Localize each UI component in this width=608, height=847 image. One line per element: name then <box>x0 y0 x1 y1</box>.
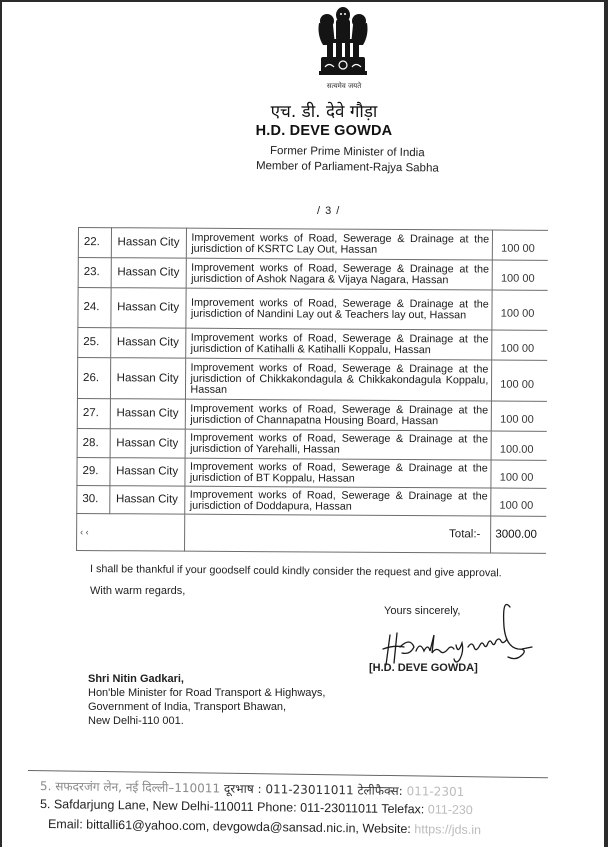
total-row-marks: ‹ ‹ <box>77 513 186 551</box>
footer-emails[interactable]: bittalli61@yahoo.com, devgowda@sansad.nic.in, <box>86 817 360 836</box>
table-row <box>77 457 547 488</box>
location: Hassan City <box>110 358 186 399</box>
footer-email-label: Email: <box>47 817 83 832</box>
footer-fax: 011-230 <box>427 802 473 818</box>
location: Hassan City <box>110 429 186 458</box>
letterhead-name-hindi: एच. डी. देवे गौड़ा <box>270 102 378 122</box>
location: Hassan City <box>111 288 187 328</box>
serial-number: 22. <box>78 228 111 258</box>
amount: 100.00 <box>491 431 546 460</box>
amount: 100 00 <box>492 360 547 401</box>
work-description: Improvement works of Road, Sewerage & Drainage at the jurisdiction of Ashok Nagara & Vijaya Nagara, Hassan <box>187 258 493 290</box>
serial-number: 26. <box>77 358 110 399</box>
handwritten-signature <box>380 597 550 667</box>
table-row <box>77 485 547 516</box>
letterhead-name-english: H.D. DEVE GOWDA <box>255 123 393 139</box>
works-table <box>76 227 548 554</box>
footer-phone-label: Phone: <box>256 800 297 815</box>
table-row <box>78 288 548 331</box>
work-description: Improvement works of Road, Sewerage & Drainage at the jurisdiction of Channapatna Housing Board, Hassan <box>186 399 492 431</box>
footer-english-line <box>40 797 473 817</box>
work-description: Improvement works of Road, Sewerage & Drainage at the jurisdiction of Doddapura, Hassan <box>185 486 491 516</box>
serial-number: 27. <box>77 398 110 428</box>
addressee-line-2: Government of India, Transport Bhawan, <box>88 701 287 713</box>
letterhead-designation-1: Former Prime Minister of India <box>269 145 425 160</box>
total-row <box>77 513 547 553</box>
work-description: Improvement works of Road, Sewerage & Drainage at the jurisdiction of KSRTC Lay Out, Hassan <box>187 228 493 260</box>
addressee-line-1: Hon'ble Minister for Road Transport & Highways, <box>88 687 326 699</box>
footer-hindi-phone-label: दूरभाष : <box>223 781 262 797</box>
footer-phone: 011-23011011 <box>300 800 379 816</box>
amount: 100 00 <box>492 290 547 330</box>
work-description: Improvement works of Road, Sewerage & Drainage at the jurisdiction of Chikkakondagula & Chikkakondagula Koppalu, Hassan <box>186 358 492 401</box>
letterhead-designation-2: Member of Parliament-Rajya Sabha <box>255 160 439 175</box>
serial-number: 25. <box>78 328 111 358</box>
emblem-motto: सत्यमेव जयते <box>326 82 362 90</box>
signatory-name: [H.D. DEVE GOWDA] <box>369 662 478 674</box>
addressee-line-3: New Delhi-110 001. <box>88 715 184 727</box>
total-label: Total:- <box>185 514 491 553</box>
request-paragraph: I shall be thankful if your goodself could kindly consider the request and give approval. <box>89 563 502 580</box>
location: Hassan City <box>111 228 187 258</box>
addressee-name: Shri Nitin Gadkari, <box>88 673 184 685</box>
footer-hindi-address: 5. सफदरजंग लेन, नई दिल्ली–110011 <box>39 779 221 796</box>
footer-hindi-fax: 011-2301 <box>406 784 465 799</box>
footer-fax-label: Telefax: <box>381 801 425 817</box>
total-amount: 3000.00 <box>491 516 546 553</box>
table-row <box>77 428 547 460</box>
work-description: Improvement works of Road, Sewerage & Drainage at the jurisdiction of Yarehalli, Hassan <box>186 429 492 460</box>
letter-page <box>2 2 604 847</box>
amount: 100 00 <box>491 460 546 488</box>
addressee-block <box>88 672 325 728</box>
work-description: Improvement works of Road, Sewerage & Drainage at the jurisdiction of Katihalli & Katihalli Koppalu, Hassan <box>186 328 492 360</box>
location: Hassan City <box>110 328 186 358</box>
serial-number: 30. <box>77 485 110 513</box>
location: Hassan City <box>109 486 185 514</box>
table-row <box>78 328 548 361</box>
closing-line: Yours sincerely, <box>384 605 461 617</box>
regards-line: With warm regards, <box>90 585 186 597</box>
footer-contact-line <box>48 817 481 837</box>
work-description: Improvement works of Road, Sewerage & Drainage at the jurisdiction of BT Koppalu, Hassan <box>185 458 491 488</box>
amount: 100 00 <box>492 401 547 431</box>
table-row <box>78 258 548 291</box>
amount: 100 00 <box>492 260 547 290</box>
table-row <box>78 228 548 261</box>
page-number: / 3 / <box>317 205 341 217</box>
footer-website[interactable]: https://jds.in <box>414 822 482 838</box>
serial-number: 24. <box>78 288 111 328</box>
serial-number: 23. <box>78 258 111 288</box>
table-row <box>77 398 547 431</box>
serial-number: 28. <box>77 428 110 457</box>
location: Hassan City <box>111 258 187 288</box>
amount: 100 00 <box>492 330 547 360</box>
viewer-frame-edge <box>604 0 608 847</box>
footer-hindi-line <box>40 777 465 800</box>
footer-hindi-fax-label: टेलीफैक्स: <box>357 783 403 799</box>
work-description: Improvement works of Road, Sewerage & Drainage at the jurisdiction of Nandini Lay out & Teachers lay out, Hassan <box>186 288 492 330</box>
footer-address: 5. Safdarjung Lane, New Delhi-110011 <box>39 797 254 814</box>
location: Hassan City <box>110 458 186 486</box>
amount: 100 00 <box>493 230 548 260</box>
national-emblem-icon <box>309 5 377 83</box>
footer-website-label: Website: <box>362 821 411 837</box>
amount: 100 00 <box>491 488 546 516</box>
table-row <box>77 358 547 402</box>
location: Hassan City <box>110 399 186 429</box>
serial-number: 29. <box>77 457 110 485</box>
footer-hindi-phone: 011-23011011 <box>265 782 354 798</box>
